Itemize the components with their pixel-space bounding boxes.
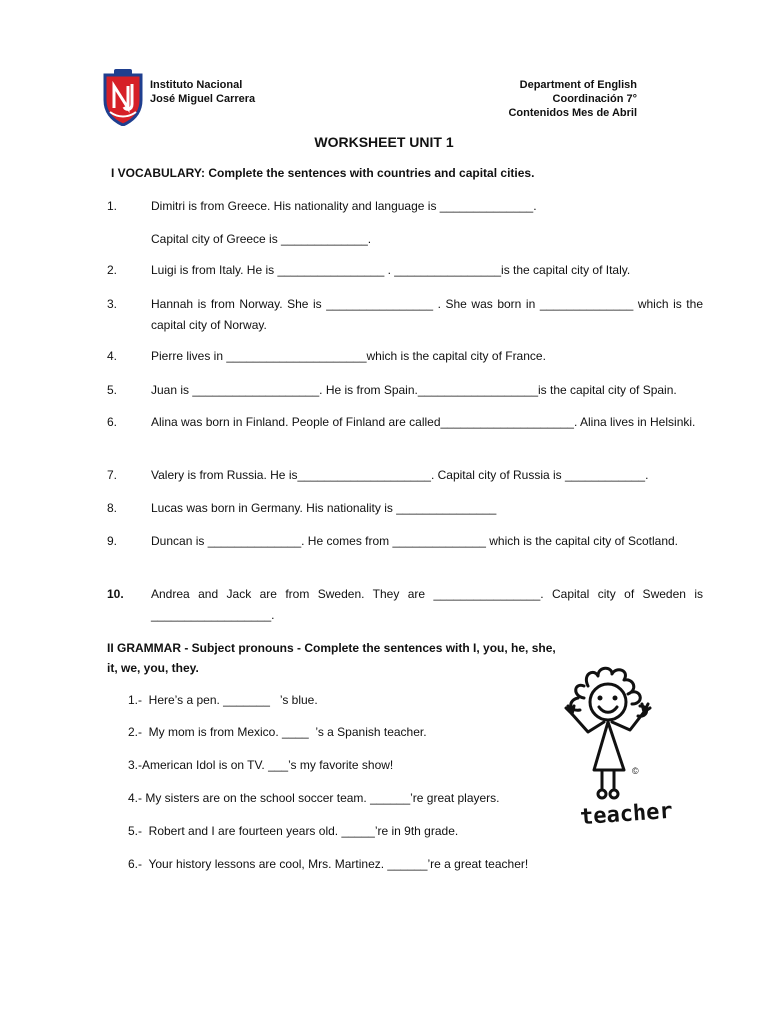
- department-line3: Contenidos Mes de Abril: [508, 107, 637, 119]
- vocabulary-heading: I VOCABULARY: Complete the sentences with countries and capital cities.: [111, 166, 535, 180]
- school-name-line2: José Miguel Carrera: [150, 93, 256, 105]
- vocab-item-number: 7.: [107, 468, 118, 482]
- vocab-item-text: [151, 465, 703, 486]
- vocab-item-number: 3.: [107, 297, 118, 311]
- vocab-item-extra: [151, 229, 703, 250]
- department-header: [508, 78, 637, 120]
- department-line1: Department of English: [519, 79, 637, 91]
- vocab-item-number: 10.: [107, 587, 124, 601]
- vocab-item-number: 6.: [107, 415, 118, 429]
- vocab-item-text: [151, 260, 703, 281]
- grammar-item: 6.- Your history lessons are cool, Mrs. Martinez. ______’re a great teacher!: [128, 857, 529, 871]
- vocab-item-sentence: Dimitri is from Greece. His nationality and language is ______________.: [151, 199, 537, 213]
- vocab-item-text: [151, 498, 703, 519]
- vocab-item-sentence: Lucas was born in Germany. His nationality is _______________: [151, 501, 497, 515]
- grammar-item: 2.- My mom is from Mexico. ____ ’s a Spanish teacher.: [128, 725, 427, 739]
- vocab-item-number: 9.: [107, 534, 118, 548]
- vocab-item-sentence: Pierre lives in _____________________which is the capital city of France.: [151, 349, 546, 363]
- vocab-item-text: Hannah is from Norway. She is ________________ . She was born in ______________ which is the capital city of Norway.: [151, 297, 703, 332]
- vocab-item-number: 8.: [107, 501, 118, 515]
- vocab-item-text: Duncan is ______________. He comes from ______________ which is the capital city of Scotland.: [151, 534, 679, 548]
- vocab-item-sentence: Juan is ___________________. He is from Spain.__________________is the capital city of Spain.: [151, 383, 677, 397]
- teacher-caption: teacher: [579, 798, 674, 831]
- school-name-header: [150, 78, 255, 106]
- grammar-item: 5.- Robert and I are fourteen years old. _____’re in 9th grade.: [128, 824, 459, 838]
- vocab-item-text: Andrea and Jack are from Sweden. They are ________________. Capital city of Sweden is __________________.: [151, 587, 703, 622]
- school-crest-logo: [102, 68, 144, 126]
- vocab-item-text: [151, 346, 703, 367]
- vocab-item-number: 4.: [107, 349, 118, 363]
- vocab-item-number: 5.: [107, 383, 118, 397]
- grammar-heading-instructions: - Subject pronouns - Complete the sentences with I, you, he, she, it, we, you, they.: [107, 641, 556, 675]
- stick-figure-drawing: [558, 664, 662, 814]
- vocab-item-text: [151, 196, 703, 217]
- grammar-heading-label: II GRAMMAR: [107, 641, 181, 655]
- department-line2: Coordinación 7°: [552, 93, 637, 105]
- grammar-item: 4.- My sisters are on the school soccer team. ______’re great players.: [128, 791, 500, 805]
- vocab-item-number: 1.: [107, 199, 118, 213]
- grammar-item: 3.-American Idol is on TV. ___’s my favorite show!: [128, 758, 394, 772]
- school-name-line1: Instituto Nacional: [150, 79, 243, 91]
- copyright-mark: ©: [632, 766, 639, 776]
- teacher-illustration: [558, 664, 674, 834]
- vocab-item-number: 2.: [107, 263, 118, 277]
- vocab-item-text: [151, 380, 703, 401]
- worksheet-title: WORKSHEET UNIT 1: [314, 134, 454, 150]
- grammar-heading: [107, 638, 557, 678]
- grammar-item: 1.- Here’s a pen. _______ ’s blue.: [128, 693, 318, 707]
- vocab-item-sentence: Luigi is from Italy. He is ________________ . ________________is the capital city of Italy.: [151, 263, 631, 277]
- vocab-item-text: Alina was born in Finland. People of Finland are called____________________. Alina lives in Helsinki.: [151, 415, 696, 429]
- vocab-item-sentence: Valery is from Russia. He is____________________. Capital city of Russia is ____________.: [151, 468, 649, 482]
- vocab-item-sentence: Capital city of Greece is _____________.: [151, 232, 372, 246]
